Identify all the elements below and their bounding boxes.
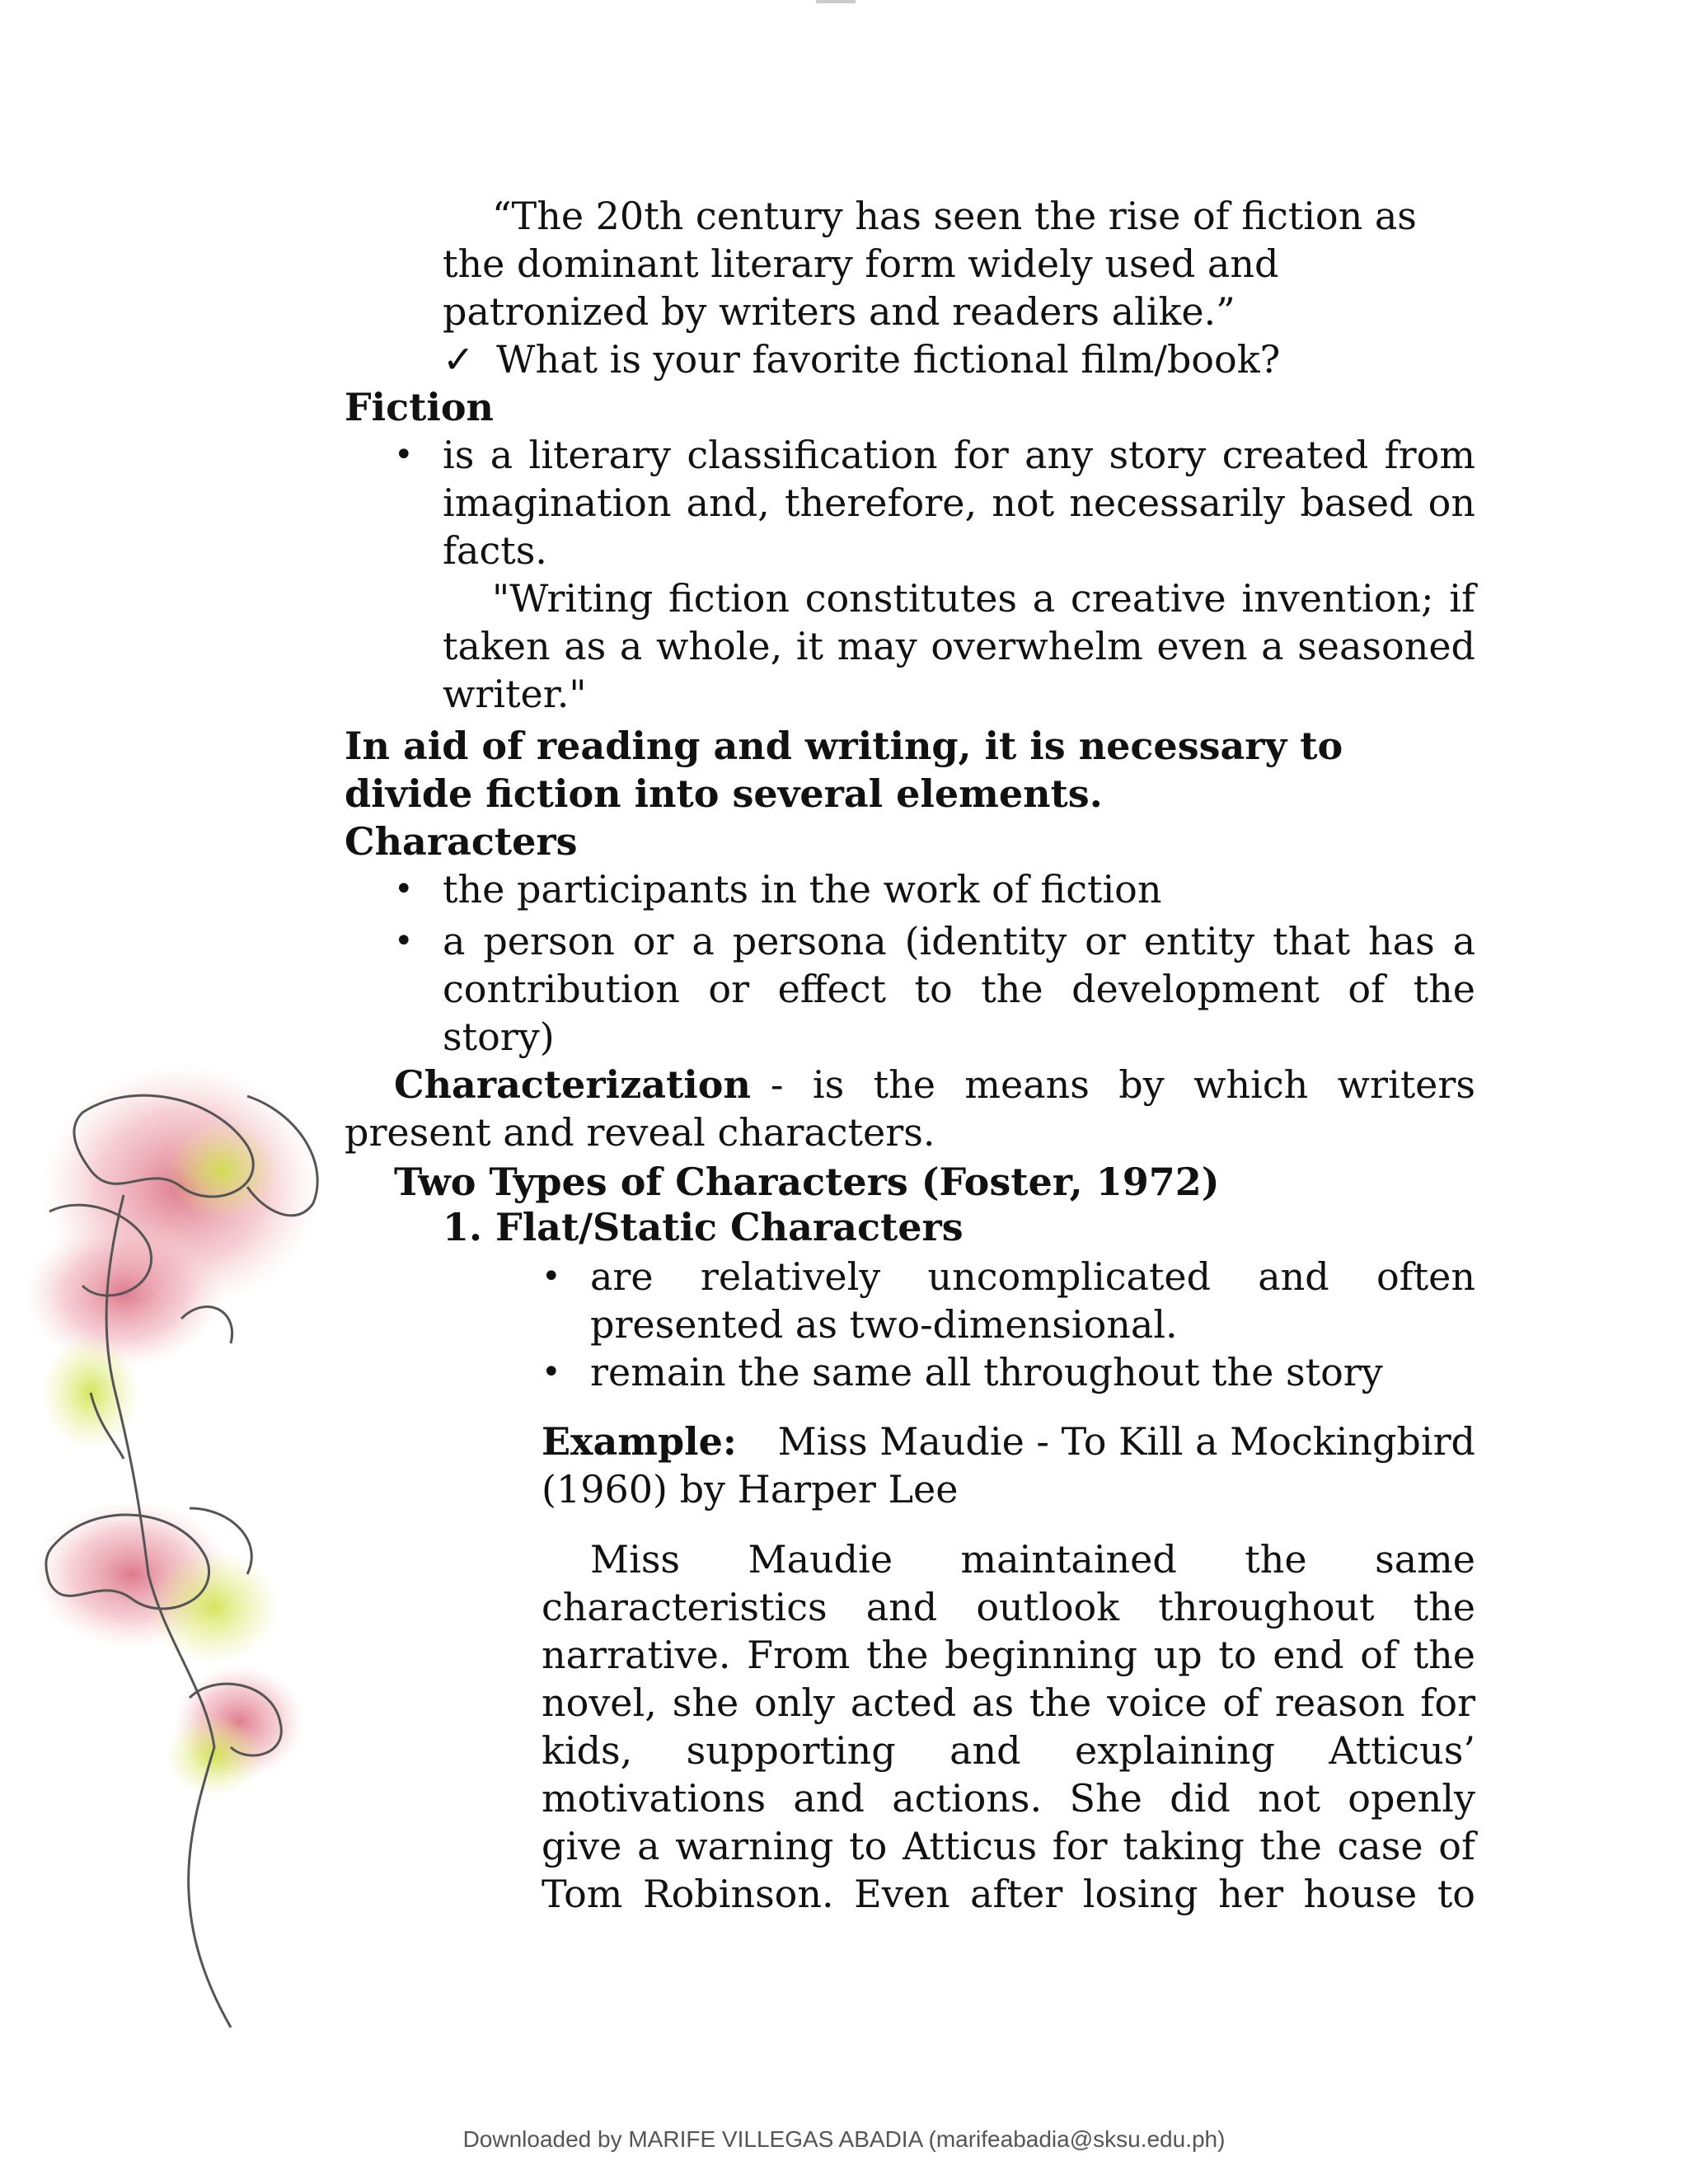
paragraph-line-2: characteristics and outlook throughout the [542,1585,1475,1629]
paragraph-line-3: narrative. From the beginning up to end of the [542,1633,1475,1677]
example-line-2: (1960) by Harper Lee [542,1467,959,1511]
fiction-heading: Fiction [345,385,494,429]
aid-line-1: In aid of reading and writing, it is necessary to [345,724,1343,768]
characterization-term: Characterization [394,1062,751,1107]
paragraph-line-7: give a warning to Atticus for taking the case of [542,1824,1475,1868]
bullet-icon: • [394,922,414,960]
top-mark [816,0,856,3]
characters-heading: Characters [345,819,578,864]
opening-quote-line-3: patronized by writers and readers alike.” [443,289,1236,334]
fiction-definition-line-2: imagination and, therefore, not necessarily based on [443,480,1475,525]
fiction-quote-line-3: writer." [443,672,587,716]
question-text: What is your favorite fictional film/book? [496,337,1281,382]
characters-bullet-2-line-3: story) [443,1015,555,1059]
opening-quote-line-1: “The 20th century has seen the rise of fiction as [492,194,1417,238]
types-heading: Two Types of Characters (Foster, 1972) [394,1160,1220,1204]
download-footer: Downloaded by MARIFE VILLEGAS ABADIA (marifeabadia@sksu.edu.ph) [462,2126,1226,2152]
fiction-definition-line-1: is a literary classification for any story created from [443,433,1475,477]
question-line [443,335,1280,383]
paragraph-line-6: motivations and actions. She did not openly [542,1776,1475,1821]
aid-line-2: divide fiction into several elements. [345,771,1103,816]
paragraph-line-1: Miss Maudie maintained the same [590,1537,1475,1582]
bullet-icon: • [394,870,414,908]
characters-bullet-2-line-1: a person or a persona (identity or entity that has a [443,919,1475,963]
characterization-line-1 [394,1061,1475,1108]
paragraph-line-8: Tom Robinson. Even after losing her house to [542,1872,1475,1916]
example-label: Example: [542,1419,737,1464]
flat-bullet-1-line-1: are relatively uncomplicated and often [590,1254,1475,1299]
check-icon: ✓ [443,337,475,382]
fiction-definition-line-3: facts. [443,528,547,573]
example-line-1 [542,1418,1475,1465]
fiction-quote-line-1: "Writing fiction constitutes a creative invention; if [492,576,1475,621]
bullet-icon: • [542,1353,561,1391]
paragraph-line-4: novel, she only acted as the voice of reason for [542,1680,1475,1725]
paragraph-line-5: kids, supporting and explaining Atticus’ [542,1728,1475,1773]
characters-bullet-2-line-2: contribution or effect to the development of the [443,967,1475,1011]
flat-bullet-2: remain the same all throughout the story [590,1350,1383,1394]
opening-quote-line-2: the dominant literary form widely used and [443,241,1279,286]
flat-static-heading: 1. Flat/Static Characters [443,1205,964,1249]
bullet-icon: • [542,1258,561,1296]
flower-decoration-icon [0,1047,379,2060]
fiction-quote-line-2: taken as a whole, it may overwhelm even a seasoned [443,624,1475,668]
characterization-definition: - is the means by which writers [770,1062,1475,1107]
characterization-line-2: present and reveal characters. [345,1110,935,1155]
characters-bullet-1: the participants in the work of fiction [443,867,1162,912]
example-title: Miss Maudie - To Kill a Mockingbird [777,1419,1475,1464]
bullet-icon: • [394,436,414,474]
flat-bullet-1-line-2: presented as two-dimensional. [590,1302,1178,1347]
